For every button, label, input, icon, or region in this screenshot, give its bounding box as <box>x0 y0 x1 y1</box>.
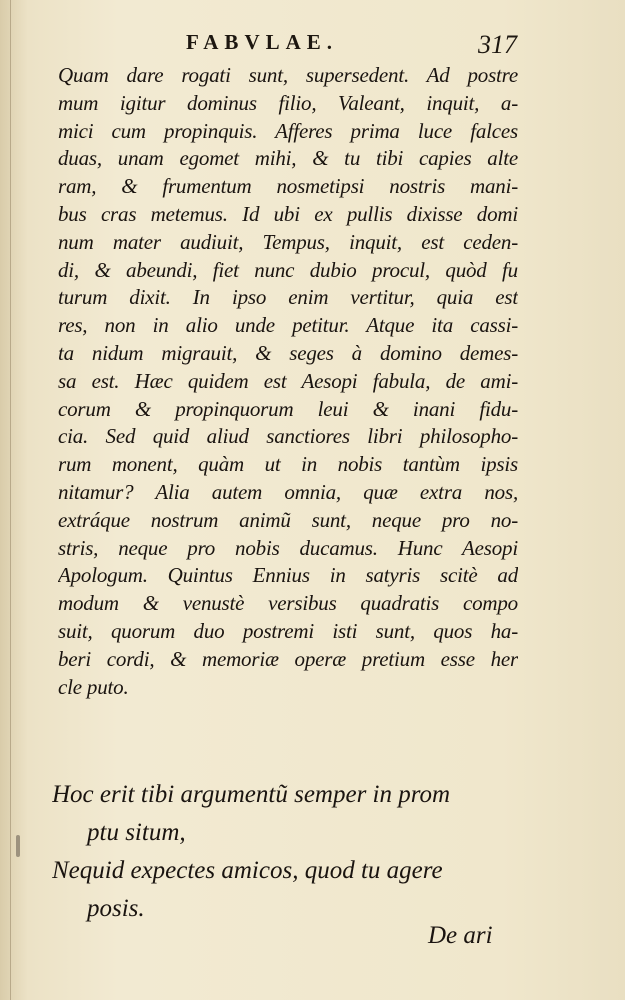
text-line: duas, unam egomet mihi, & tu tibi capies alte <box>58 146 518 171</box>
text-line: mum igitur dominus filio, Valeant, inquit, a- <box>58 90 518 115</box>
text-line: num mater audiuit, Tempus, inquit, est ceden- <box>58 229 518 254</box>
text-line: turum dixit. In ipso enim vertitur, quia est <box>58 285 518 310</box>
text-line: nitamur? Alia autem omnia, quæ extra nos, <box>58 479 518 504</box>
text-line: suit, quorum duo postremi isti sunt, quos ha- <box>58 618 518 643</box>
text-line: corum & propinquorum leui & inani fidu- <box>58 396 518 421</box>
body-text-block <box>58 62 518 701</box>
text-line: di, & abeundi, fiet nunc dubio procul, quòd fu <box>58 257 518 282</box>
text-line: rum monent, quàm ut in nobis tantùm ipsis <box>58 452 518 477</box>
text-line: modum & venustè versibus quadratis compo <box>58 591 518 616</box>
page-number: 317 <box>478 30 517 59</box>
catchword: De ari <box>428 922 493 949</box>
text-line: ta nidum migrauit, & seges à domino demes- <box>58 340 518 365</box>
verse-line: ptu situm, <box>87 819 186 846</box>
text-line: ram, & frumentum nosmetipsi nostris mani- <box>58 174 518 199</box>
ink-smudge <box>16 835 20 857</box>
text-line: stris, neque pro nobis ducamus. Hunc Aesopi <box>58 535 518 560</box>
text-line: res, non in alio unde petitur. Atque ita cassi- <box>58 313 518 338</box>
verse-line: posis. <box>87 895 145 922</box>
verse-quotation <box>52 776 522 928</box>
page-gutter-edge <box>10 0 11 1000</box>
text-line: sa est. Hæc quidem est Aesopi fabula, de ami- <box>58 368 518 393</box>
verse-line: Hoc erit tibi argumentũ semper in prom <box>52 781 451 808</box>
text-line: cia. Sed quid aliud sanctiores libri philosopho- <box>58 424 518 449</box>
text-line: Apologum. Quintus Ennius in satyris scitè ad <box>58 563 518 588</box>
text-line: mici cum propinquis. Afferes prima luce falces <box>58 118 518 143</box>
text-line: beri cordi, & memoriæ operæ pretium esse her <box>58 646 518 671</box>
verse-line: Nequid expectes amicos, quod tu agere <box>52 857 443 884</box>
text-line: Quam dare rogati sunt, supersedent. Ad postre <box>58 63 518 87</box>
text-line: extráque nostrum animũ sunt, neque pro no- <box>58 507 518 532</box>
running-head: FABVLAE. <box>186 30 339 54</box>
text-line: cle puto. <box>58 674 129 699</box>
text-line: bus cras metemus. Id ubi ex pullis dixisse domi <box>58 201 518 226</box>
